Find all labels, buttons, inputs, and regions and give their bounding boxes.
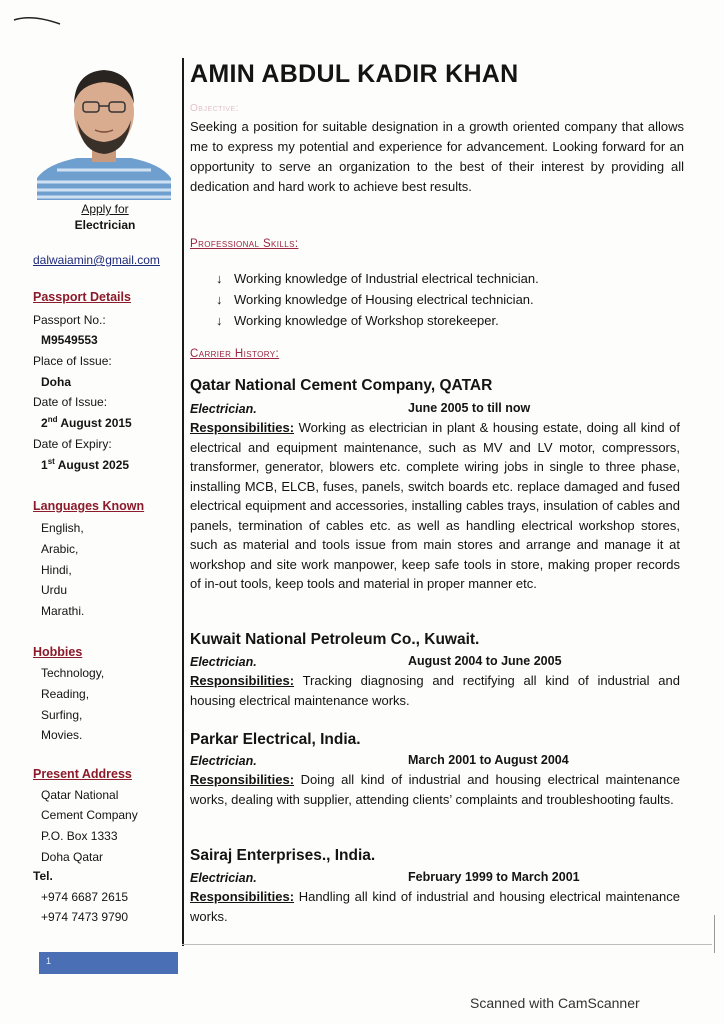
issue-day: 2: [41, 416, 48, 430]
hobby-item: Surfing,: [41, 708, 83, 722]
job-responsibilities: [190, 671, 680, 710]
date-of-expiry: [41, 457, 129, 473]
profile-photo: [37, 60, 171, 200]
scanner-watermark: Scanned with CamScanner: [470, 995, 640, 1011]
language-item: English,: [41, 521, 84, 535]
page-number: 1: [46, 956, 52, 966]
phone-number[interactable]: +974 7473 9790: [41, 910, 129, 924]
job-responsibilities: [190, 887, 680, 926]
hobby-item: Movies.: [41, 728, 83, 742]
skills-list: [216, 268, 539, 331]
job-period: February 1999 to March 2001: [408, 870, 580, 884]
hobbies-heading: Hobbies: [33, 645, 83, 659]
page-edge: [714, 915, 715, 953]
responsibilities-text: Handling all kind of industrial and housing electrical maintenance works.: [190, 889, 680, 924]
company-name: Kuwait National Petroleum Co., Kuwait.: [190, 631, 480, 648]
date-of-issue: [41, 415, 132, 431]
passport-heading: Passport Details: [33, 290, 131, 304]
company-name: Sairaj Enterprises., India.: [190, 847, 376, 864]
address-line: P.O. Box 1333: [41, 829, 118, 843]
address-line: Qatar National: [41, 788, 119, 802]
place-of-issue: Doha: [41, 375, 71, 389]
responsibilities-text: Working as electrician in plant & housing estate, doing all kind of electrical and equipment maintenance, such as MV and LV motor, compressors, transformer, generator, blowers etc. complete wiring jobs in single to three phase, installing MCB, ELCB, fuses, panels, switch boards etc. replace damaged and fused electrical equipment and accessories, installing cables trays, insulation of cables and panels, termination of cables etc. as well as handling electrical workshop stores, such as material and tools issue from main stores and arrange and manage it at workshop and site work manpower, keep safe tools in store, making proper records of in-out tools, keep tools and material in proper manner etc.: [190, 420, 680, 591]
place-of-issue-label: Place of Issue:: [33, 354, 112, 368]
responsibilities-label: Responsibilities:: [190, 889, 295, 904]
objective-text: Seeking a position for suitable designation in a growth oriented company that allows me to express my potential and experience for advancement. Looking forward for an opportunity to serve an organization to the best of their interest by providing all dedication and hard work to achieve best results.: [190, 119, 684, 194]
apply-for-block: [38, 201, 172, 233]
tel-label: Tel.: [33, 869, 53, 883]
issue-suffix: nd: [47, 415, 58, 424]
expiry-day: 1: [41, 458, 48, 472]
address-line: Cement Company: [41, 808, 138, 822]
hobby-item: Technology,: [41, 666, 105, 680]
passport-number-label: Passport No.:: [33, 313, 106, 327]
skill-text: Working knowledge of Housing electrical technician.: [234, 292, 534, 307]
language-item: Arabic,: [41, 542, 79, 556]
job-responsibilities: [190, 770, 680, 809]
skill-text: Working knowledge of Workshop storekeeper.: [234, 313, 499, 328]
skill-item: [216, 289, 539, 310]
company-name: Parkar Electrical, India.: [190, 731, 361, 748]
objective-heading: Objective:: [190, 103, 240, 114]
address-heading: Present Address: [33, 767, 132, 781]
page-number-bar: [39, 952, 178, 974]
responsibilities-label: Responsibilities:: [190, 772, 295, 787]
language-item: Marathi.: [41, 604, 85, 618]
email-link[interactable]: dalwaiamin@gmail.com: [33, 253, 160, 267]
arrow-down-icon: ↓: [216, 313, 223, 328]
skill-item: [216, 310, 539, 331]
candidate-name: AMIN ABDUL KADIR KHAN: [190, 60, 519, 88]
date-of-expiry-label: Date of Expiry:: [33, 437, 112, 451]
language-item: Hindi,: [41, 563, 72, 577]
job-period: March 2001 to August 2004: [408, 753, 569, 767]
date-of-issue-label: Date of Issue:: [33, 395, 108, 409]
scan-mark: [12, 12, 62, 26]
expiry-suffix: st: [47, 457, 55, 466]
job-period: August 2004 to June 2005: [408, 654, 562, 668]
skill-text: Working knowledge of Industrial electrical technician.: [234, 271, 539, 286]
skills-heading: Professional Skills:: [190, 238, 299, 250]
job-role: Electrician.: [190, 871, 257, 885]
phone-number[interactable]: +974 6687 2615: [41, 890, 129, 904]
responsibilities-label: Responsibilities:: [190, 420, 295, 435]
job-responsibilities: [190, 418, 680, 594]
skill-item: [216, 268, 539, 289]
expiry-rest: August 2025: [57, 458, 130, 472]
job-role: Electrician.: [190, 754, 257, 768]
passport-number: M9549553: [41, 333, 98, 347]
company-name: Qatar National Cement Company, QATAR: [190, 377, 493, 394]
responsibilities-text: Doing all kind of industrial and housing electrical maintenance works, dealing with supplier, attending clients’ complaints and troubleshooting faults.: [190, 772, 680, 807]
apply-for-label: Apply for: [81, 202, 129, 216]
history-heading: Carrier History:: [190, 348, 280, 360]
job-role: Electrician.: [190, 402, 257, 416]
column-divider: [182, 58, 184, 946]
responsibilities-text: Tracking diagnosing and rectifying all kind of industrial and housing electrical maintenance works.: [190, 673, 680, 708]
languages-heading: Languages Known: [33, 499, 145, 513]
address-line: Doha Qatar: [41, 850, 104, 864]
job-period: June 2005 to till now: [408, 401, 531, 415]
hobby-item: Reading,: [41, 687, 90, 701]
apply-position: Electrician: [74, 218, 136, 232]
responsibilities-label: Responsibilities:: [190, 673, 295, 688]
arrow-down-icon: ↓: [216, 292, 223, 307]
job-role: Electrician.: [190, 655, 257, 669]
issue-rest: August 2015: [60, 416, 132, 430]
language-item: Urdu: [41, 583, 68, 597]
footer-rule: [182, 944, 712, 945]
arrow-down-icon: ↓: [216, 271, 223, 286]
